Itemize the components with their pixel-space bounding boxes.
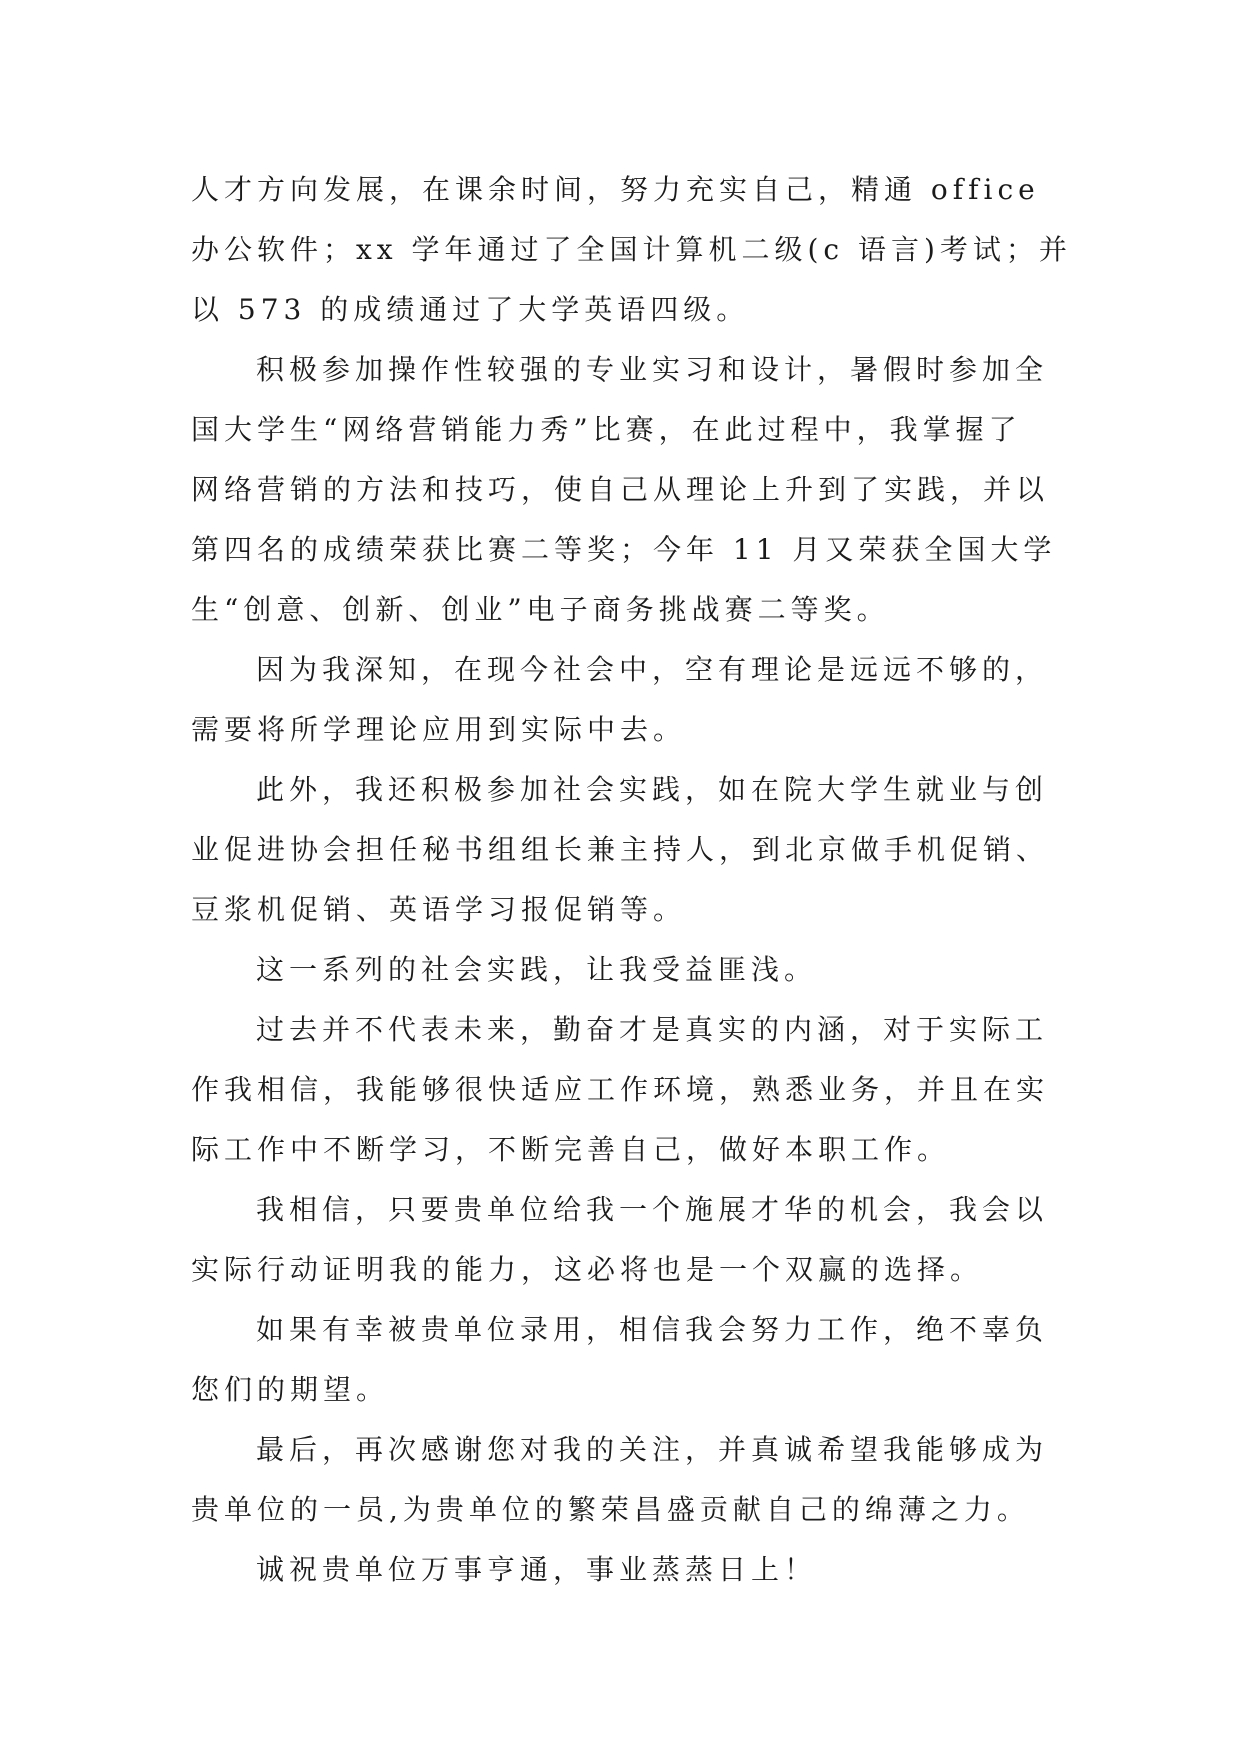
text-line: 作我相信，我能够很快适应工作环境，熟悉业务，并且在实 [191,1073,1050,1106]
text-line: 生“创意、创新、创业”电子商务挑战赛二等奖。 [191,593,890,626]
text-line: 以 573 的成绩通过了大学英语四级。 [191,293,750,326]
text-line: 国大学生“网络营销能力秀”比赛，在此过程中，我掌握了 [191,413,1022,446]
text-line: 第四名的成绩荣获比赛二等奖；今年 11 月又荣获全国大学 [191,533,1057,566]
text-line: 贵单位的一员,为贵单位的繁荣昌盛贡献自己的绵薄之力。 [191,1493,1030,1526]
paragraph-first-line: 我相信，只要贵单位给我一个施展才华的机会，我会以 [256,1193,1049,1226]
paragraph-first-line: 最后，再次感谢您对我的关注，并真诚希望我能够成为 [256,1433,1049,1466]
text-line: 您们的期望。 [191,1373,390,1406]
text-line: 际工作中不断学习，不断完善自己，做好本职工作。 [191,1133,951,1166]
paragraph-first-line: 此外，我还积极参加社会实践，如在院大学生就业与创 [256,773,1049,806]
letter-body [191,160,1072,1600]
text-line: 需要将所学理论应用到实际中去。 [191,713,687,746]
closing-wish: 诚祝贵单位万事亨通，事业蒸蒸日上！ [256,1553,818,1586]
text-line: 业促进协会担任秘书组组长兼主持人，到北京做手机促销、 [191,833,1050,866]
paragraph-first-line: 这一系列的社会实践，让我受益匪浅。 [256,953,818,986]
text-line: 豆浆机促销、英语学习报促销等。 [191,893,687,926]
text-line: 网络营销的方法和技巧，使自己从理论上升到了实践，并以 [191,473,1050,506]
paragraph-first-line: 积极参加操作性较强的专业实习和设计，暑假时参加全 [256,353,1049,386]
paragraph-first-line: 如果有幸被贵单位录用，相信我会努力工作，绝不辜负 [256,1313,1049,1346]
text-line: 人才方向发展，在课余时间，努力充实自己，精通 office [191,173,1040,206]
paragraph-first-line: 过去并不代表未来，勤奋才是真实的内涵，对于实际工 [256,1013,1049,1046]
text-line: 实际行动证明我的能力，这必将也是一个双赢的选择。 [191,1253,984,1286]
text-line: 办公软件；xx 学年通过了全国计算机二级(c 语言)考试；并 [191,233,1072,266]
paragraph-first-line: 因为我深知，在现今社会中，空有理论是远远不够的， [256,653,1049,686]
